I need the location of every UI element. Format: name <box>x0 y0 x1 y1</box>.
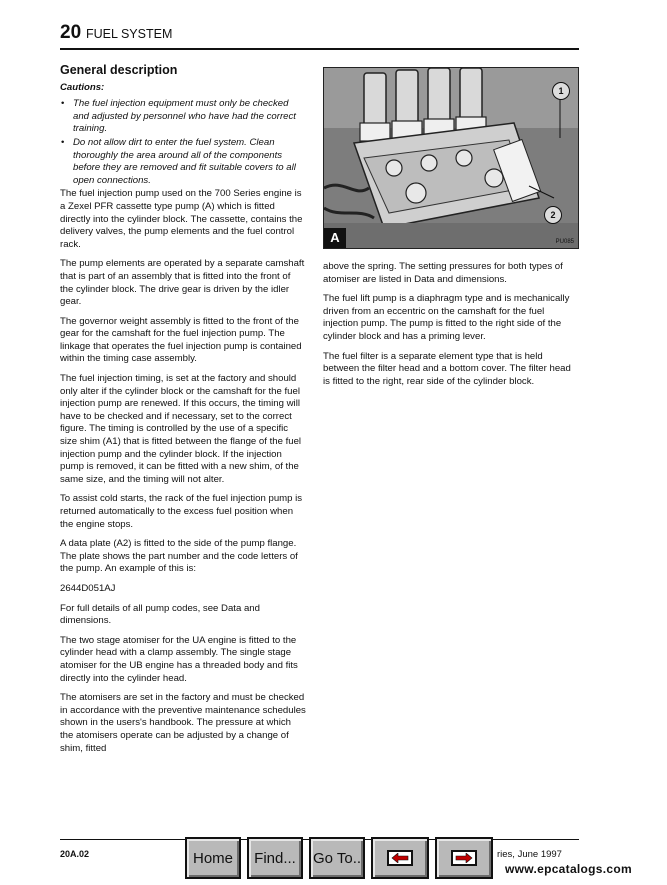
cautions-label: Cautions: <box>60 81 105 93</box>
navigation-bar <box>185 837 499 885</box>
callout-1: 1 <box>552 82 570 100</box>
body-paragraph: The fuel lift pump is a diaphragm type and is mechanically driven from an eccentric on the camshaft for the fuel injection pump. The pump is fitted to the right side of the cylinder block and has a priming lever. <box>323 293 570 342</box>
body-paragraph: The atomisers are set in the factory and must be checked in accordance with the preventive maintenance schedules shown in the users's handbook. The pressure at which the atomisers operate can be adjusted by a change of shim, fitted <box>60 692 306 754</box>
page-reference: 20A.02 <box>60 849 90 859</box>
footer-date: ries, June 1997 <box>497 849 562 860</box>
next-page-button[interactable] <box>435 837 493 879</box>
caution-item: • The fuel injection equipment must only be checked and adjusted by personnel who have had the correct training. <box>60 98 306 136</box>
body-paragraph: The fuel injection pump used on the 700 Series engine is a Zexel PFR cassette type pump (A) which is fitted directly into the cylinder block. The cassette, contains the delivery valves, the pump elements and the fuel control rack. <box>60 188 303 250</box>
body-paragraph: The two stage atomiser for the UA engine is fitted to the cylinder head with a clamp assembly. The single stage atomiser for the UB engine has a threaded body and fits directly into the cylinder head. <box>60 634 298 684</box>
figure-label: A <box>324 228 346 248</box>
body-paragraph: The pump elements are operated by a separate camshaft that is part of an assembly that is fitted into the front of the cylinder block. The drive gear is driven by the idler gear. <box>60 258 305 308</box>
page-heading: General description <box>60 63 178 77</box>
cautions-list <box>60 98 306 187</box>
right-column <box>323 261 577 395</box>
callout-2: 2 <box>544 206 562 224</box>
find-button[interactable]: Find... <box>247 837 303 879</box>
page-header <box>60 22 578 50</box>
left-column <box>60 64 306 762</box>
figure-code: PU085 <box>555 239 574 245</box>
right-arrow-icon <box>451 850 477 866</box>
body-paragraph: To assist cold starts, the rack of the fuel injection pump is returned automatically to the excess fuel position when the engine stops. <box>60 493 303 530</box>
section-title: FUEL SYSTEM <box>86 27 173 41</box>
pump-photo-drawing <box>324 68 578 248</box>
body-paragraph: For full details of all pump codes, see Data and dimensions. <box>60 602 260 627</box>
body-paragraph: A data plate (A2) is fitted to the side of the pump flange. The plate shows the part number and the code letters of the pump. An example of this is: <box>60 538 298 575</box>
body-paragraph: above the spring. The setting pressures for both types of atomiser are listed in Data and dimensions. <box>323 261 563 285</box>
header-rule <box>60 48 579 50</box>
pump-code-example: 2644D051AJ <box>60 582 116 594</box>
pump-photo <box>323 67 579 249</box>
go-to-button[interactable]: Go To.. <box>309 837 365 879</box>
body-paragraph: The fuel filter is a separate element type that is held between the filter head and a bottom cover. The filter head is fitted to the right, rear side of the cylinder block. <box>323 350 571 387</box>
previous-page-button[interactable] <box>371 837 429 879</box>
watermark-text: www.epcatalogs.com <box>505 862 632 876</box>
section-number: 20 <box>60 22 82 43</box>
left-arrow-icon <box>387 850 413 866</box>
home-button[interactable]: Home <box>185 837 241 879</box>
caution-item: • Do not allow dirt to enter the fuel system. Clean thoroughly the area around all of the components before they are removed and fit suitable covers to all open connections. <box>60 137 306 187</box>
body-paragraph: The fuel injection timing, is set at the factory and should only alter if the cylinder block or the camshaft for the fuel injection pump are renewed. If this occurs, the timing will have to be checked and if necessary, set to the correct figure. The timing is controlled by the use of a specific size shim (A1) that is fitted between the flange of the fuel injection pump and the cylinder block. If the injection pump is removed, it can be fitted with a new shim, of the same size, and the timing will not alter. <box>60 373 302 485</box>
body-paragraph: The governor weight assembly is fitted to the front of the gear for the camshaft for the fuel injection pump. The linkage that operates the fuel injection pump is contained within the timing case assembly. <box>60 315 302 365</box>
